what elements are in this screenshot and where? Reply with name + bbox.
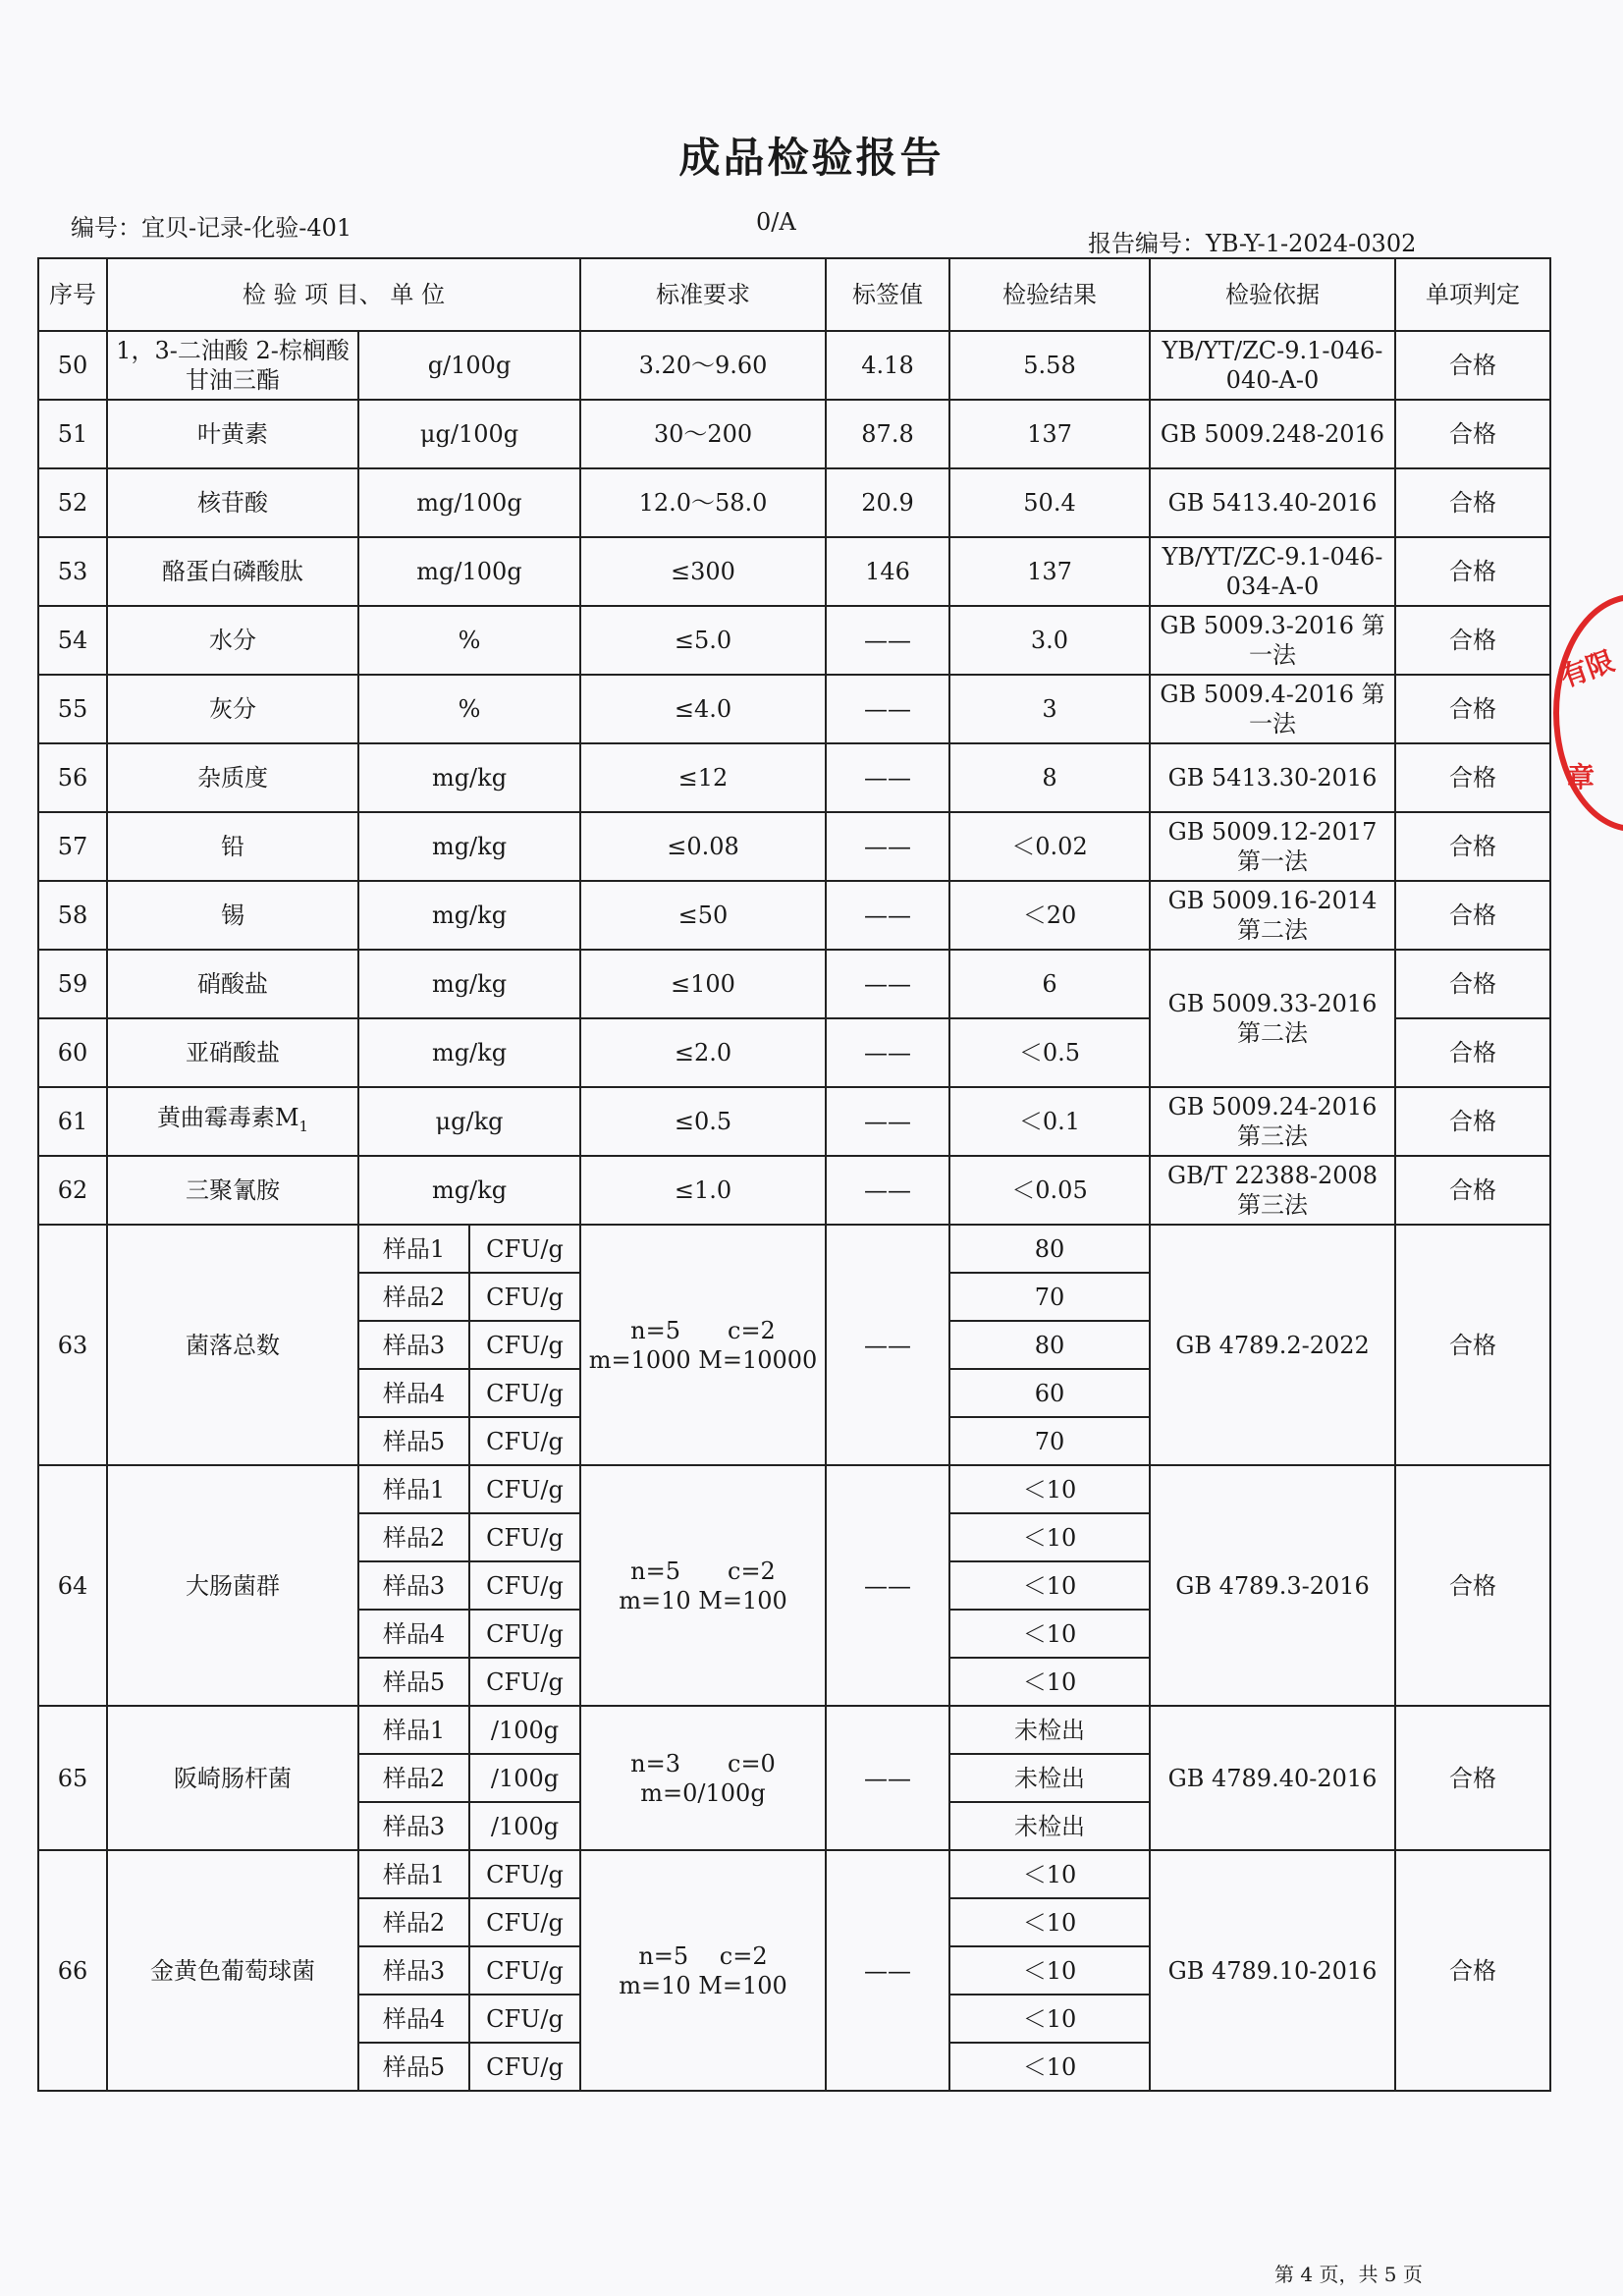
micro-result: ＜10: [949, 1898, 1150, 1946]
micro-result: 70: [949, 1273, 1150, 1321]
micro-result: ＜10: [949, 1513, 1150, 1561]
row-basis: GB 5009.33-2016 第二法: [1150, 950, 1395, 1087]
header-result: 检验结果: [949, 258, 1150, 331]
micro-judgement: 合格: [1395, 1465, 1550, 1706]
header-item-unit: 检 验 项 目、 单 位: [107, 258, 580, 331]
row-basis: GB 5009.12-2017 第一法: [1150, 812, 1395, 881]
micro-basis: GB 4789.3-2016: [1150, 1465, 1395, 1706]
micro-sample-cell: [358, 1369, 580, 1417]
micro-standard: [580, 1225, 826, 1465]
row-basis: GB 5413.30-2016: [1150, 743, 1395, 812]
micro-result: ＜10: [949, 2043, 1150, 2091]
row-unit: mg/kg: [358, 950, 580, 1018]
row-seq: 53: [38, 537, 107, 606]
row-item-subscript: 1: [298, 1117, 309, 1135]
row-unit: mg/100g: [358, 537, 580, 606]
micro-sample-name: 样品3: [359, 1947, 470, 1994]
table-row: [38, 400, 1550, 468]
micro-sample-name: 样品4: [359, 1611, 470, 1657]
row-item: 灰分: [107, 675, 358, 743]
micro-sample-row: [38, 1850, 1550, 1898]
micro-sample-unit: /100g: [490, 1812, 560, 1840]
micro-seq: 63: [38, 1225, 107, 1465]
report-number: 报告编号：YB-Y-1-2024-0302: [1088, 230, 1417, 257]
micro-sample-unit: CFU/g: [486, 1619, 564, 1648]
row-judgement: 合格: [1395, 1156, 1550, 1225]
micro-sample-name: 样品2: [359, 1274, 470, 1320]
micro-sample-cell: [358, 1706, 580, 1754]
row-result: ＜0.5: [949, 1018, 1150, 1087]
micro-result: 80: [949, 1321, 1150, 1369]
micro-sample-name: 样品2: [359, 1514, 470, 1560]
seal-text-top: 有限: [1555, 644, 1619, 694]
micro-sample-row: [38, 1225, 1550, 1273]
row-item-suffix: M: [274, 1103, 299, 1131]
row-item: 水分: [107, 606, 358, 675]
micro-sample-unit: CFU/g: [486, 1283, 564, 1311]
row-standard: ≤1.0: [580, 1156, 826, 1225]
micro-sample-cell: [358, 1802, 580, 1850]
row-unit: mg/kg: [358, 1018, 580, 1087]
inspection-table: [37, 257, 1551, 2092]
row-basis: GB/T 22388-2008 第三法: [1150, 1156, 1395, 1225]
row-judgement: 合格: [1395, 950, 1550, 1018]
micro-sample-cell: [358, 1273, 580, 1321]
micro-standard: [580, 1706, 826, 1850]
micro-basis: GB 4789.40-2016: [1150, 1706, 1395, 1850]
micro-sample-unit: CFU/g: [486, 2004, 564, 2033]
row-standard: ≤0.08: [580, 812, 826, 881]
row-basis: YB/YT/ZC-9.1-046-040-A-0: [1150, 331, 1395, 400]
micro-sample-cell: [358, 1754, 580, 1802]
row-label-value: 146: [826, 537, 949, 606]
micro-sample-unit: CFU/g: [486, 1427, 564, 1455]
row-judgement: 合格: [1395, 331, 1550, 400]
micro-standard-line1: n=5 c=2: [630, 1557, 776, 1585]
row-standard: ≤0.5: [580, 1087, 826, 1156]
micro-result: 未检出: [949, 1706, 1150, 1754]
row-result: 3: [949, 675, 1150, 743]
table-row: [38, 950, 1550, 1018]
row-basis: GB 5009.4-2016 第一法: [1150, 675, 1395, 743]
row-judgement: 合格: [1395, 606, 1550, 675]
table-row: [38, 881, 1550, 950]
micro-sample-name: 样品5: [359, 1659, 470, 1705]
micro-sample-name: 样品1: [359, 1851, 470, 1897]
table-header-row: [38, 258, 1550, 331]
micro-result: 60: [949, 1369, 1150, 1417]
micro-standard-line2: m=1000 M=10000: [588, 1345, 818, 1374]
row-seq: 58: [38, 881, 107, 950]
micro-sample-unit: CFU/g: [486, 1331, 564, 1359]
row-unit: mg/kg: [358, 881, 580, 950]
micro-sample-name: 样品1: [359, 1466, 470, 1512]
micro-result: 80: [949, 1225, 1150, 1273]
row-judgement: 合格: [1395, 1087, 1550, 1156]
micro-label-value: ——: [826, 1706, 949, 1850]
row-result: 50.4: [949, 468, 1150, 537]
header-seq: 序号: [38, 258, 107, 331]
row-standard: ≤5.0: [580, 606, 826, 675]
row-seq: 60: [38, 1018, 107, 1087]
micro-standard-line2: m=0/100g: [640, 1778, 766, 1807]
micro-sample-cell: [358, 1946, 580, 1995]
micro-result: 未检出: [949, 1754, 1150, 1802]
micro-standard: [580, 1850, 826, 2091]
row-basis: YB/YT/ZC-9.1-046-034-A-0: [1150, 537, 1395, 606]
micro-sample-unit: CFU/g: [486, 1860, 564, 1888]
row-label-value: ——: [826, 743, 949, 812]
micro-sample-unit: CFU/g: [486, 2052, 564, 2081]
row-label-value: ——: [826, 606, 949, 675]
row-judgement: 合格: [1395, 743, 1550, 812]
row-standard: ≤2.0: [580, 1018, 826, 1087]
row-unit: mg/kg: [358, 812, 580, 881]
micro-sample-unit: CFU/g: [486, 1667, 564, 1696]
row-unit: mg/kg: [358, 1156, 580, 1225]
micro-result: ＜10: [949, 1610, 1150, 1658]
micro-result: ＜10: [949, 1946, 1150, 1995]
table-row: [38, 812, 1550, 881]
micro-sample-cell: [358, 1465, 580, 1513]
micro-item: 金黄色葡萄球菌: [107, 1850, 358, 2091]
row-judgement: 合格: [1395, 400, 1550, 468]
micro-label-value: ——: [826, 1465, 949, 1706]
row-result: 5.58: [949, 331, 1150, 400]
row-item: 硝酸盐: [107, 950, 358, 1018]
micro-sample-unit: CFU/g: [486, 1234, 564, 1263]
micro-sample-unit: CFU/g: [486, 1379, 564, 1407]
row-result: 3.0: [949, 606, 1150, 675]
row-item: 1，3-二油酸 2-棕榈酸甘油三酯: [107, 331, 358, 400]
table-row: [38, 675, 1550, 743]
micro-seq: 66: [38, 1850, 107, 2091]
row-unit: μg/kg: [358, 1087, 580, 1156]
row-basis: GB 5009.3-2016 第一法: [1150, 606, 1395, 675]
row-label-value: ——: [826, 1087, 949, 1156]
header-standard: 标准要求: [580, 258, 826, 331]
row-seq: 51: [38, 400, 107, 468]
micro-item: 菌落总数: [107, 1225, 358, 1465]
micro-standard-line1: n=5 c=2: [630, 1316, 776, 1344]
row-label-value: 4.18: [826, 331, 949, 400]
row-standard: 30～200: [580, 400, 826, 468]
micro-sample-cell: [358, 1610, 580, 1658]
micro-judgement: 合格: [1395, 1850, 1550, 2091]
micro-sample-name: 样品2: [359, 1899, 470, 1945]
row-label-value: ——: [826, 1156, 949, 1225]
row-label-value: 87.8: [826, 400, 949, 468]
micro-judgement: 合格: [1395, 1706, 1550, 1850]
row-judgement: 合格: [1395, 675, 1550, 743]
row-judgement: 合格: [1395, 468, 1550, 537]
row-seq: 59: [38, 950, 107, 1018]
row-standard: 12.0～58.0: [580, 468, 826, 537]
row-result: 137: [949, 400, 1150, 468]
micro-result: ＜10: [949, 1465, 1150, 1513]
micro-sample-unit: CFU/g: [486, 1523, 564, 1552]
micro-sample-cell: [358, 2043, 580, 2091]
row-judgement: 合格: [1395, 812, 1550, 881]
row-item: 亚硝酸盐: [107, 1018, 358, 1087]
micro-basis: GB 4789.2-2022: [1150, 1225, 1395, 1465]
row-seq: 57: [38, 812, 107, 881]
header-label-value: 标签值: [826, 258, 949, 331]
table-row: [38, 1087, 1550, 1156]
micro-judgement: 合格: [1395, 1225, 1550, 1465]
row-unit: %: [358, 675, 580, 743]
micro-sample-name: 样品1: [359, 1226, 470, 1272]
row-item: 杂质度: [107, 743, 358, 812]
micro-sample-name: 样品1: [359, 1707, 470, 1753]
row-seq: 62: [38, 1156, 107, 1225]
micro-basis: GB 4789.10-2016: [1150, 1850, 1395, 2091]
report-title: 成品检验报告: [678, 134, 945, 182]
row-result: 137: [949, 537, 1150, 606]
micro-sample-name: 样品5: [359, 1418, 470, 1464]
micro-sample-unit: CFU/g: [486, 1956, 564, 1985]
micro-sample-unit: CFU/g: [486, 1571, 564, 1600]
micro-result: ＜10: [949, 1995, 1150, 2043]
micro-item: 阪崎肠杆菌: [107, 1706, 358, 1850]
micro-sample-name: 样品5: [359, 2044, 470, 2090]
row-result: 8: [949, 743, 1150, 812]
row-label-value: ——: [826, 1018, 949, 1087]
row-seq: 52: [38, 468, 107, 537]
row-label-value: ——: [826, 675, 949, 743]
micro-sample-unit: /100g: [490, 1716, 560, 1744]
micro-sample-name: 样品3: [359, 1803, 470, 1849]
micro-sample-row: [38, 1706, 1550, 1754]
micro-seq: 65: [38, 1706, 107, 1850]
row-item: 叶黄素: [107, 400, 358, 468]
row-item: 锡: [107, 881, 358, 950]
micro-sample-name: 样品3: [359, 1562, 470, 1609]
row-label-value: ——: [826, 812, 949, 881]
company-seal: [1553, 594, 1623, 832]
micro-sample-row: [38, 1465, 1550, 1513]
page-number: 第 4 页，共 5 页: [1274, 2263, 1423, 2286]
micro-sample-unit: CFU/g: [486, 1475, 564, 1503]
table-row: [38, 743, 1550, 812]
micro-sample-cell: [358, 1561, 580, 1610]
header-judgement: 单项判定: [1395, 258, 1550, 331]
table-row: [38, 606, 1550, 675]
micro-result: ＜10: [949, 1561, 1150, 1610]
micro-item: 大肠菌群: [107, 1465, 358, 1706]
row-item: [107, 1087, 358, 1156]
micro-sample-unit: /100g: [490, 1764, 560, 1792]
micro-sample-name: 样品4: [359, 1370, 470, 1416]
micro-sample-cell: [358, 1225, 580, 1273]
header-basis: 检验依据: [1150, 258, 1395, 331]
row-item: 三聚氰胺: [107, 1156, 358, 1225]
micro-result: ＜10: [949, 1658, 1150, 1706]
row-unit: mg/kg: [358, 743, 580, 812]
row-standard: ≤100: [580, 950, 826, 1018]
micro-sample-cell: [358, 1898, 580, 1946]
row-result: ＜20: [949, 881, 1150, 950]
row-basis: GB 5009.248-2016: [1150, 400, 1395, 468]
micro-sample-name: 样品4: [359, 1995, 470, 2042]
micro-result: 未检出: [949, 1802, 1150, 1850]
row-label-value: 20.9: [826, 468, 949, 537]
row-judgement: 合格: [1395, 537, 1550, 606]
row-result: ＜0.1: [949, 1087, 1150, 1156]
row-label-value: ——: [826, 950, 949, 1018]
micro-sample-cell: [358, 1513, 580, 1561]
seal-text-bottom: 章: [1567, 761, 1596, 793]
row-standard: ≤12: [580, 743, 826, 812]
row-item: 核苷酸: [107, 468, 358, 537]
micro-standard-line1: n=5 c=2: [638, 1941, 768, 1970]
row-result: 6: [949, 950, 1150, 1018]
table-row: [38, 468, 1550, 537]
row-seq: 61: [38, 1087, 107, 1156]
row-standard: ≤4.0: [580, 675, 826, 743]
micro-sample-cell: [358, 1417, 580, 1465]
row-standard: 3.20～9.60: [580, 331, 826, 400]
row-item: 酪蛋白磷酸肽: [107, 537, 358, 606]
micro-standard-line1: n=3 c=0: [630, 1749, 776, 1777]
micro-sample-cell: [358, 1321, 580, 1369]
row-seq: 55: [38, 675, 107, 743]
row-judgement: 合格: [1395, 1018, 1550, 1087]
document-version: 0/A: [756, 208, 796, 236]
row-unit: %: [358, 606, 580, 675]
row-item: 铅: [107, 812, 358, 881]
row-result: ＜0.05: [949, 1156, 1150, 1225]
document-code: 编号：宜贝-记录-化验-401: [71, 214, 352, 242]
row-item-text: 黄曲霉毒素: [156, 1103, 275, 1131]
row-standard: ≤50: [580, 881, 826, 950]
micro-label-value: ——: [826, 1225, 949, 1465]
row-seq: 50: [38, 331, 107, 400]
micro-sample-unit: CFU/g: [486, 1908, 564, 1937]
table-row: [38, 537, 1550, 606]
row-basis: GB 5009.16-2014 第二法: [1150, 881, 1395, 950]
row-basis: GB 5009.24-2016 第三法: [1150, 1087, 1395, 1156]
row-result: ＜0.02: [949, 812, 1150, 881]
micro-seq: 64: [38, 1465, 107, 1706]
row-judgement: 合格: [1395, 881, 1550, 950]
row-label-value: ——: [826, 881, 949, 950]
row-standard: ≤300: [580, 537, 826, 606]
micro-standard-line2: m=10 M=100: [619, 1586, 787, 1614]
row-unit: g/100g: [358, 331, 580, 400]
table-row: [38, 331, 1550, 400]
micro-standard-line2: m=10 M=100: [619, 1971, 787, 1999]
micro-sample-cell: [358, 1850, 580, 1898]
micro-result: 70: [949, 1417, 1150, 1465]
micro-sample-cell: [358, 1658, 580, 1706]
micro-standard: [580, 1465, 826, 1706]
micro-result: ＜10: [949, 1850, 1150, 1898]
table-row: [38, 1156, 1550, 1225]
row-unit: μg/100g: [358, 400, 580, 468]
row-seq: 54: [38, 606, 107, 675]
row-unit: mg/100g: [358, 468, 580, 537]
micro-sample-name: 样品3: [359, 1322, 470, 1368]
micro-label-value: ——: [826, 1850, 949, 2091]
micro-sample-name: 样品2: [359, 1755, 470, 1801]
row-basis: GB 5413.40-2016: [1150, 468, 1395, 537]
micro-sample-cell: [358, 1995, 580, 2043]
row-seq: 56: [38, 743, 107, 812]
